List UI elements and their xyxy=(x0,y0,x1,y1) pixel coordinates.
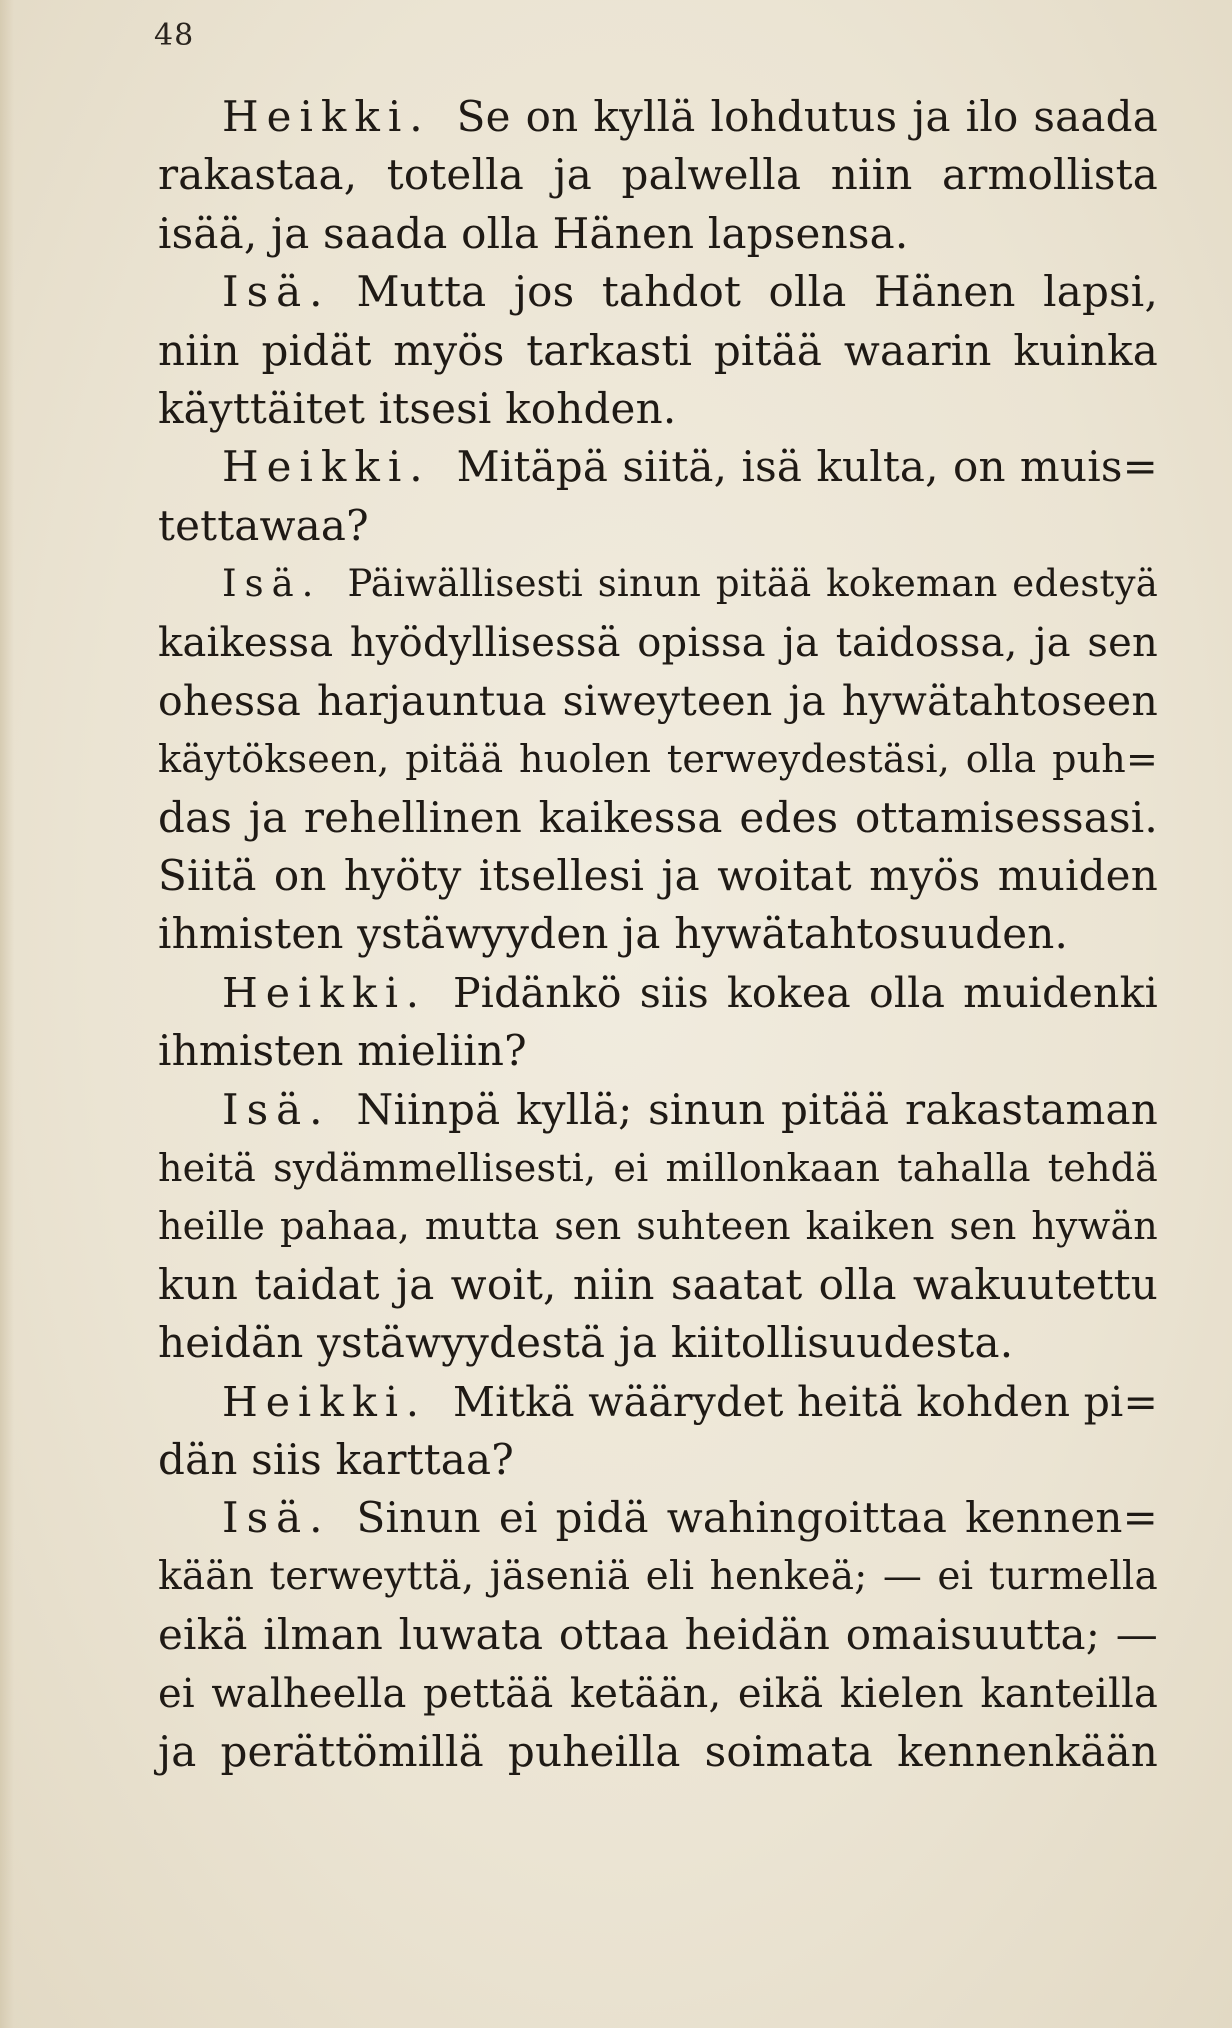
text-line: dän siis karttaa? xyxy=(158,1434,514,1484)
speaker-name: Heikki. xyxy=(222,1377,427,1426)
line-text: Mitkä wäärydet heitä kohden pi= xyxy=(452,1377,1158,1426)
text-line: rakastaa, totella ja palwella niin armollista xyxy=(158,150,1158,200)
line-text: Sinun ei pidä wahingoittaa kennen= xyxy=(356,1493,1158,1543)
text-line: kun taidat ja woit, niin saatat olla wakuutettu xyxy=(158,1259,1158,1309)
text-line xyxy=(158,1081,1158,1139)
line-text: Mitäpä siitä, isä kulta, on muis= xyxy=(456,442,1158,492)
line-text: Mutta jos tahdot olla Hänen lapsi, xyxy=(356,267,1158,317)
speaker-name: Isä. xyxy=(222,562,322,606)
speaker-name: Isä. xyxy=(222,1084,331,1134)
text-line: eikä ilman luwata ottaa heidän omaisuutta; — xyxy=(158,1610,1158,1660)
text-line: tettawaa? xyxy=(158,500,369,550)
speaker-name: Isä. xyxy=(222,1493,331,1543)
text-line: isää, ja saada olla Hänen lapsensa. xyxy=(158,208,909,258)
text-line: heille pahaa, mutta sen suhteen kaiken sen hywän xyxy=(158,1204,1158,1249)
text-line: kään terweyttä, jäseniä eli henkeä; — ei turmella xyxy=(158,1553,1158,1599)
text-line: heitä sydämmellisesti, ei millonkaan tahalla tehdä xyxy=(158,1146,1158,1191)
line-text: Pidänkö siis kokea olla muidenki xyxy=(452,968,1158,1017)
line-text: Päiwällisesti sinun pitää kokeman edestyä xyxy=(347,562,1158,606)
text-line xyxy=(158,88,1158,146)
speaker-name: Isä. xyxy=(222,267,331,317)
page-gutter-shadow xyxy=(0,0,14,2028)
speaker-name: Heikki. xyxy=(222,92,431,141)
text-line: kaikessa hyödyllisessä opissa ja taidossa, ja sen xyxy=(158,619,1158,666)
text-line: ja perättömillä puheilla soimata kennenkään xyxy=(158,1726,1158,1776)
line-text: Niinpä kyllä; sinun pitää rakastaman xyxy=(356,1084,1158,1134)
page-number: 48 xyxy=(154,18,195,53)
text-line xyxy=(158,438,1158,496)
text-line: niin pidät myös tarkasti pitää waarin kuinka xyxy=(158,325,1158,375)
speaker-name: Heikki. xyxy=(222,968,427,1017)
text-line: ohessa harjauntua siweyteen ja hywätahtoseen xyxy=(158,676,1158,725)
text-line xyxy=(158,964,1158,1022)
text-line: ihmisten mieliin? xyxy=(158,1026,527,1076)
text-line: ihmisten ystäwyyden ja hywätahtosuuden. xyxy=(158,909,1069,959)
text-line: ei walheella pettää ketään, eikä kielen kanteilla xyxy=(158,1670,1158,1717)
text-line: käytökseen, pitää huolen terweydestäsi, olla puh= xyxy=(158,737,1158,782)
text-line xyxy=(158,263,1158,321)
text-line: heidän ystäwyydestä ja kiitollisuudesta. xyxy=(158,1318,1014,1368)
speaker-name: Heikki. xyxy=(222,442,431,492)
text-line: Siitä on hyöty itsellesi ja woitat myös muiden xyxy=(158,851,1158,901)
dialogue-text xyxy=(158,88,1158,1781)
text-line xyxy=(158,1489,1158,1547)
text-line xyxy=(158,1373,1158,1431)
text-line: käyttäitet itsesi kohden. xyxy=(158,383,677,433)
text-line xyxy=(158,555,1158,613)
text-line: das ja rehellinen kaikessa edes ottamisessasi. xyxy=(158,792,1158,842)
line-text: Se on kyllä lohdutus ja ilo saada xyxy=(456,92,1158,141)
